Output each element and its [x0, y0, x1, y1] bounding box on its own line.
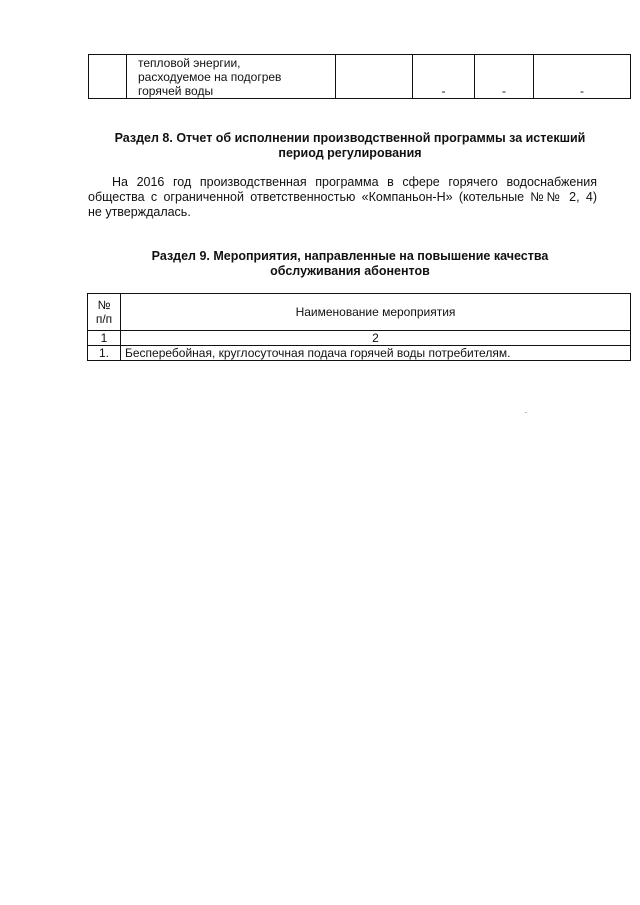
value-cell: - — [413, 55, 475, 99]
section-8-paragraph — [88, 175, 597, 220]
paragraph-line: общества с ограниченной ответственностью «Компаньон-Н» (котельные №№ 2, 4) — [88, 190, 597, 204]
empty-cell — [89, 55, 127, 99]
measures-table — [87, 293, 631, 361]
index-cell: 2 — [121, 331, 631, 346]
header-name: Наименование мероприятия — [121, 294, 631, 331]
row-name: Бесперебойная, круглосуточная подача горячей воды потребителям. — [121, 346, 631, 361]
title-line: Раздел 9. Мероприятия, направленные на повышение качества — [151, 249, 549, 263]
section-9-title — [80, 249, 620, 279]
indicator-description — [127, 55, 336, 99]
paragraph-line: не утверждалась. — [88, 205, 191, 219]
title-line: Раздел 8. Отчет об исполнении производственной программы за истекший — [114, 131, 586, 145]
header-num-line: № — [97, 298, 111, 312]
table-row — [89, 55, 631, 99]
title-line: обслуживания абонентов — [270, 264, 430, 278]
table-row — [88, 346, 631, 361]
title-line: период регулирования — [278, 146, 422, 160]
header-num — [88, 294, 121, 331]
description-line: горячей воды — [138, 84, 214, 98]
header-num-line: п/п — [95, 312, 113, 326]
table-index-row — [88, 331, 631, 346]
index-cell: 1 — [88, 331, 121, 346]
description-line: расходуемое на подогрев — [138, 70, 282, 84]
empty-cell — [336, 55, 413, 99]
scan-speck — [525, 412, 527, 413]
value-cell: - — [534, 55, 631, 99]
description-line: тепловой энергии, — [138, 56, 241, 70]
row-num: 1. — [88, 346, 121, 361]
section-8-title — [80, 131, 620, 161]
paragraph-line: На 2016 год производственная программа в сфере горячего водоснабжения — [112, 175, 597, 189]
tariff-table-fragment — [88, 54, 631, 99]
value-cell: - — [475, 55, 534, 99]
table-header-row — [88, 294, 631, 331]
